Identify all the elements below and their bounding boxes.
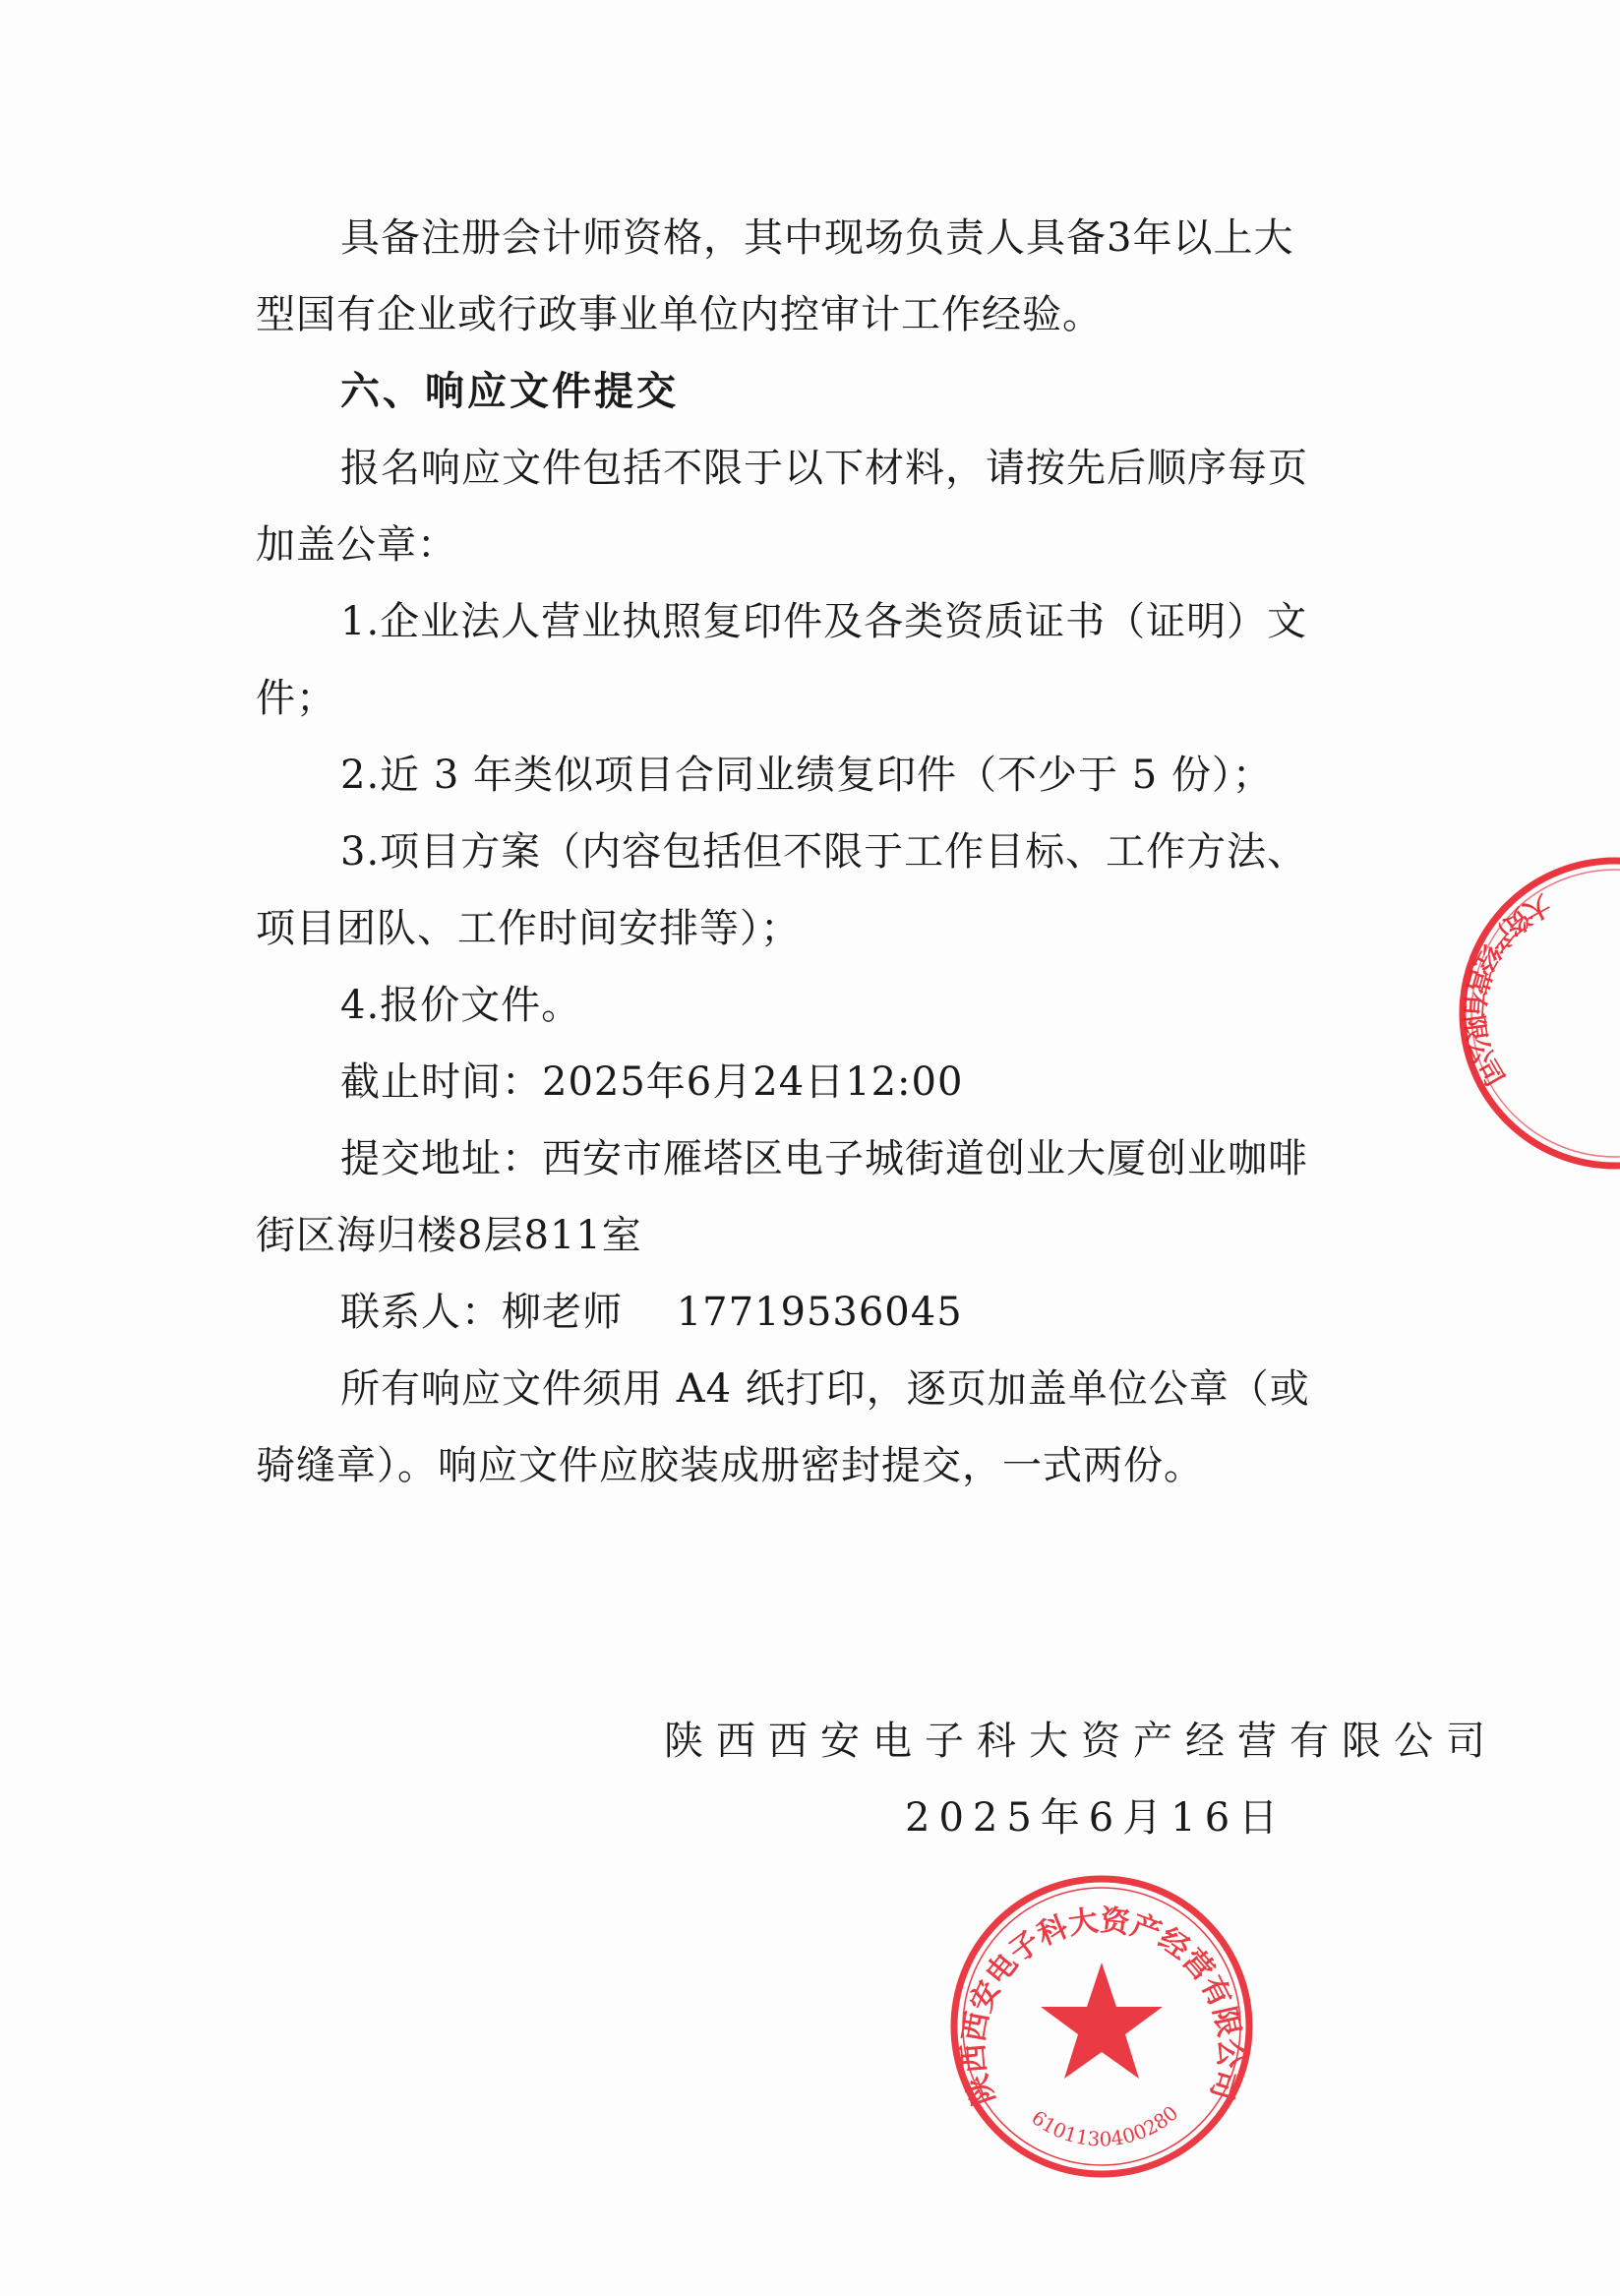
body-text-line: 1.企业法人营业执照复印件及各类资质证书（证明）文 — [340, 599, 1308, 644]
seal-text: 陕西西安电子科大资产经营有限公司 — [956, 1903, 1247, 2110]
body-text-line: 联系人：柳老师 17719536045 — [340, 1290, 963, 1335]
signature-date: 2025年6月16日 — [905, 1795, 1288, 1841]
partial-seal-stamp — [1446, 846, 1620, 1180]
body-text-line: 具备注册会计师资格，其中现场负责人具备3年以上大 — [340, 215, 1294, 261]
body-text-line: 所有响应文件须用 A4 纸打印，逐页加盖单位公章（或 — [340, 1366, 1310, 1412]
body-text-line: 加盖公章： — [256, 522, 457, 568]
body-text-line: 提交地址：西安市雁塔区电子城街道创业大厦创业咖啡 — [340, 1136, 1308, 1181]
star-icon — [1041, 1963, 1163, 2079]
signature-company: 陕西西安电子科大资产经营有限公司 — [664, 1719, 1498, 1764]
section-heading: 六、响应文件提交 — [340, 369, 679, 414]
body-text-line: 街区海归楼8层811室 — [256, 1213, 642, 1258]
body-text-line: 骑缝章）。响应文件应胶装成册密封提交，一式两份。 — [256, 1443, 1204, 1488]
partial-seal-text: 大资产经营有限公司 — [1458, 888, 1555, 1093]
svg-text:大资产经营有限公司 — [1458, 888, 1554, 1092]
body-text-line: 2.近 3 年类似项目合同业绩复印件（不少于 5 份）； — [340, 753, 1273, 798]
company-seal-stamp — [944, 1869, 1259, 2184]
svg-text:6101130400280 — [1027, 2101, 1182, 2151]
body-text-line: 报名响应文件包括不限于以下材料，请按先后顺序每页 — [340, 446, 1308, 491]
body-text-line: 4.报价文件。 — [340, 983, 582, 1028]
body-text-line: 件； — [256, 676, 336, 721]
body-text-line: 3.项目方案（内容包括但不限于工作目标、工作方法、 — [340, 829, 1308, 875]
body-text-line: 项目团队、工作时间安排等）； — [256, 906, 801, 951]
body-text-line: 截止时间：2025年6月24日12:00 — [340, 1059, 964, 1105]
body-text-line: 型国有企业或行政事业单位内控审计工作经验。 — [256, 292, 1103, 337]
seal-code: 6101130400280 — [1027, 2100, 1183, 2151]
